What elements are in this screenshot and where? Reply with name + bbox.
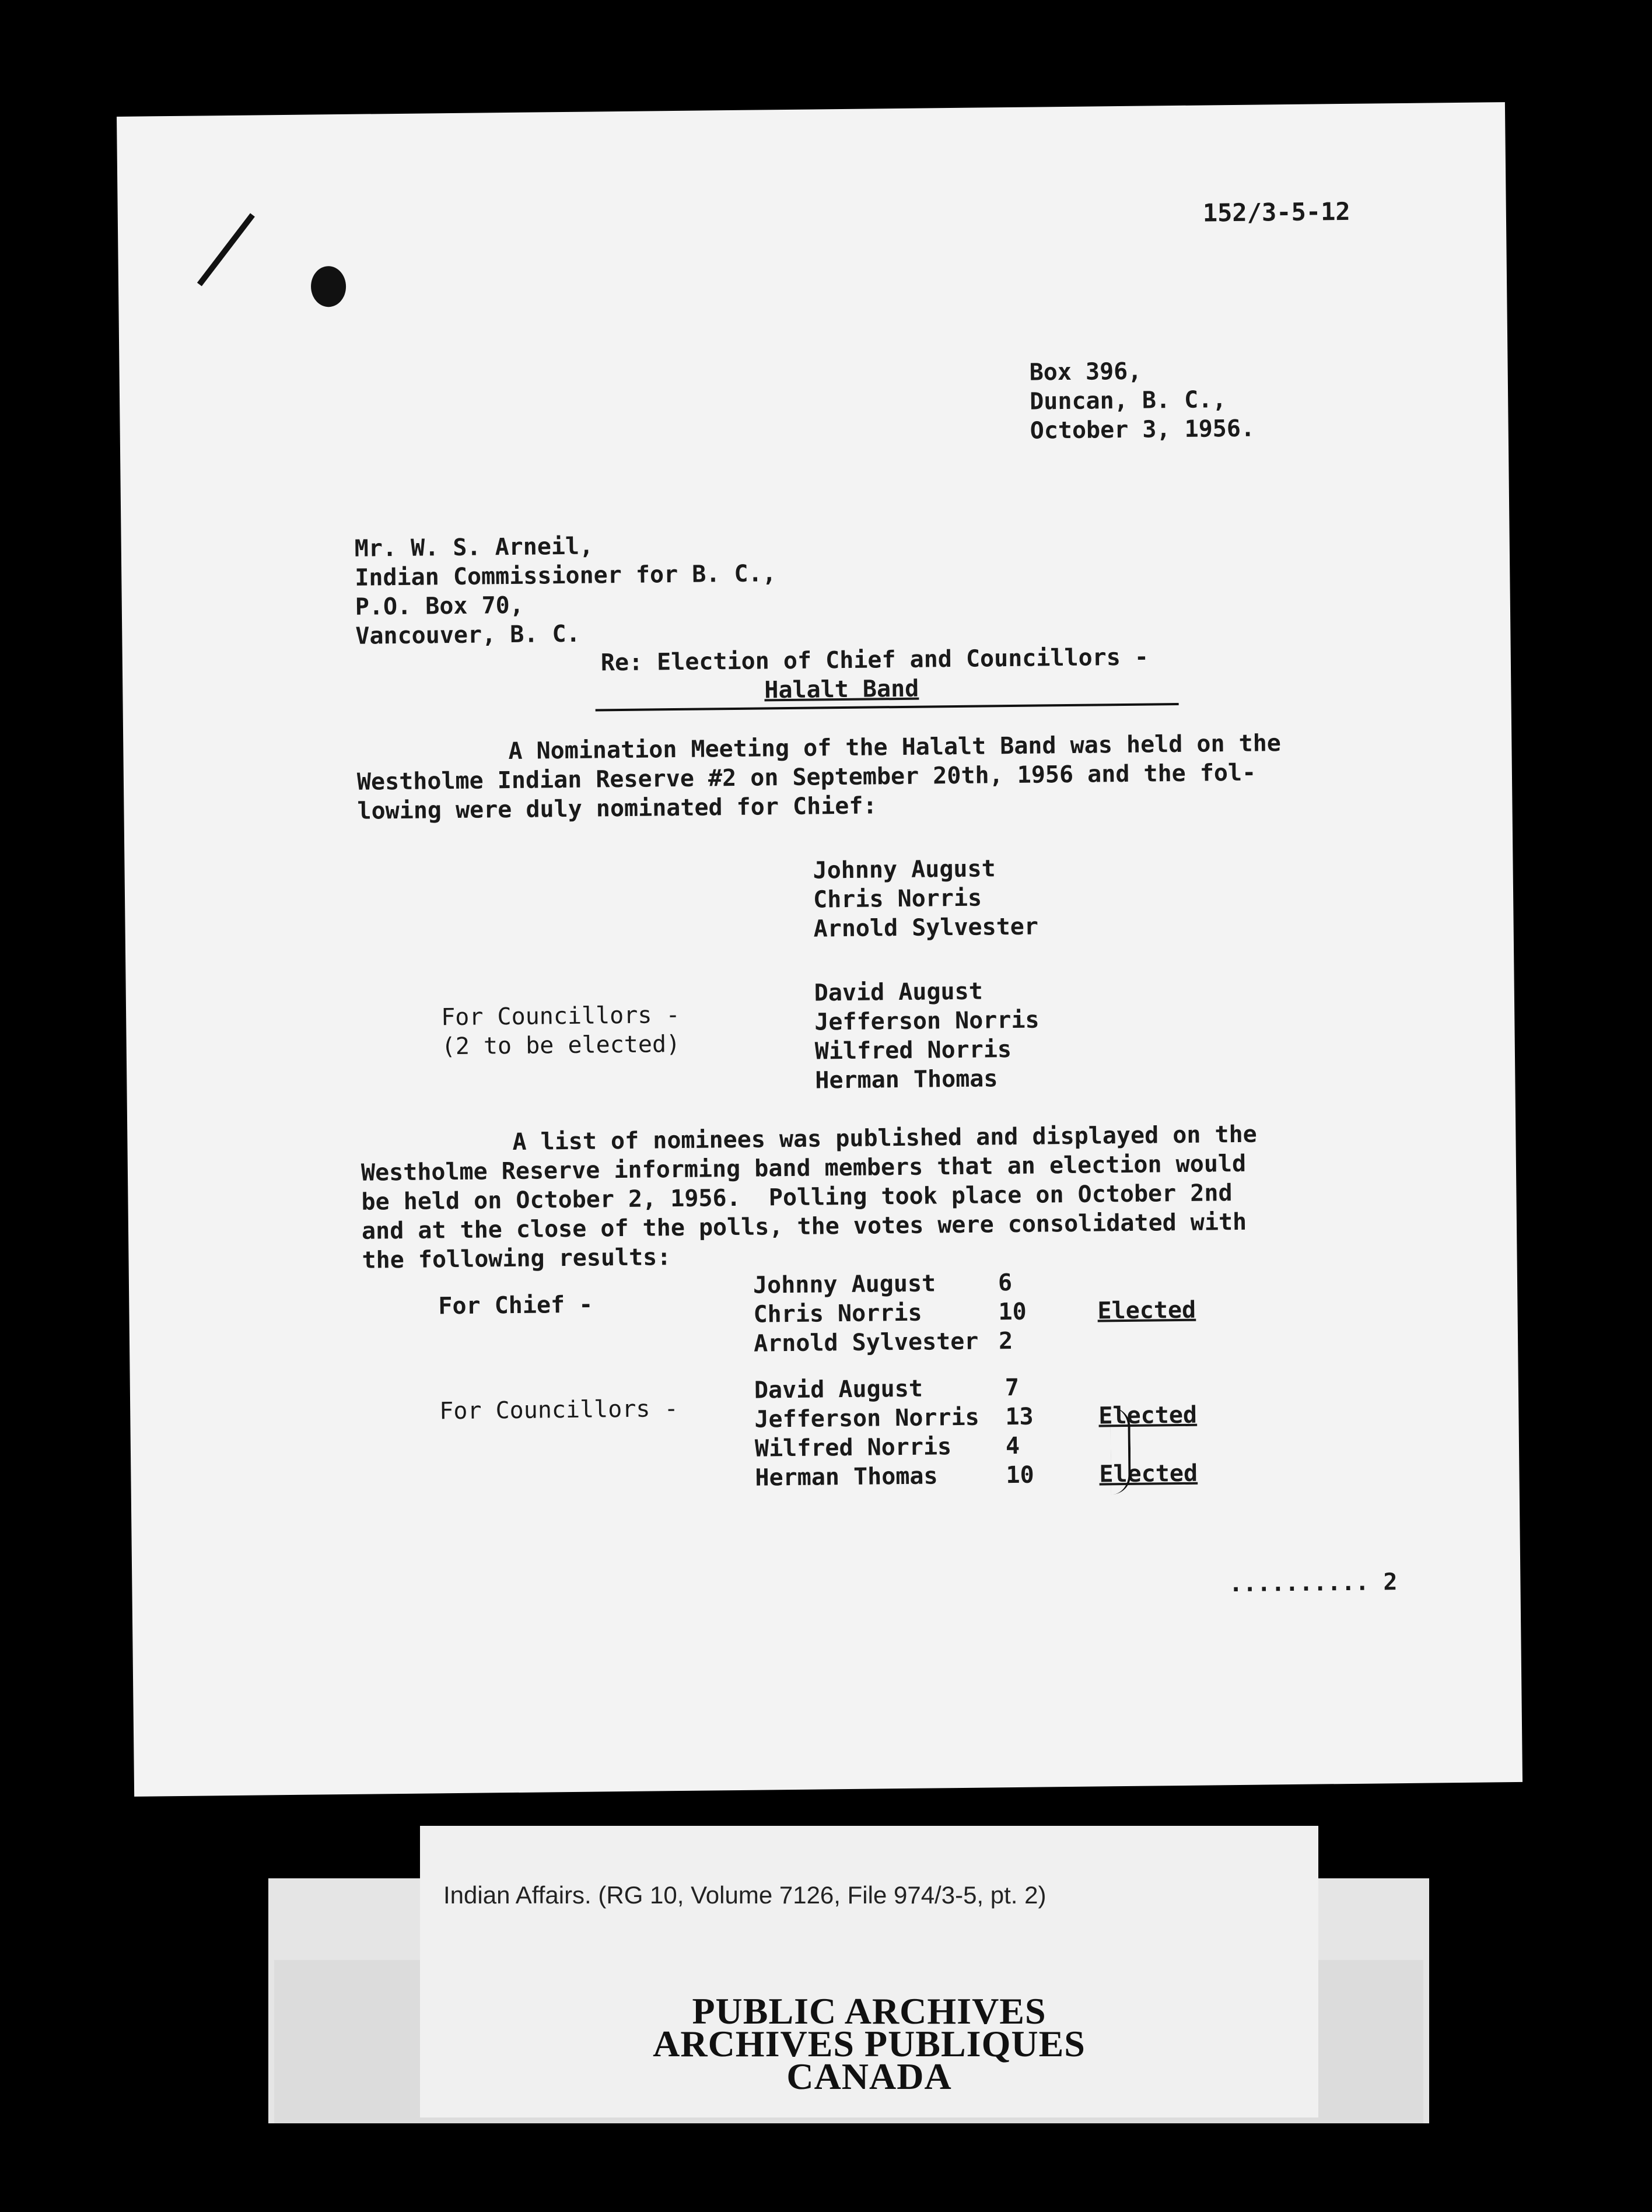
subject-underline — [596, 703, 1179, 711]
archive-citation: Indian Affairs. (RG 10, Volume 7126, File 974/3-5, pt. 2) — [443, 1881, 1046, 1909]
nominee: Chris Norris — [813, 884, 982, 914]
sender-line: October 3, 1956. — [1030, 415, 1255, 444]
stamp-line: CANADA — [786, 2056, 952, 2097]
results-paragraph — [360, 1120, 1258, 1275]
subject-band: Halalt Band — [764, 675, 919, 704]
chief-nominees-list — [813, 854, 1038, 944]
elected-mark: Elected — [1099, 1460, 1198, 1488]
sender-address — [1029, 356, 1255, 446]
nominee: David August — [814, 978, 984, 1007]
archive-stamp — [420, 1990, 1318, 2097]
candidate-name: David August — [754, 1375, 923, 1404]
councillors-label — [441, 1000, 680, 1061]
elected-mark: Elected — [1097, 1296, 1196, 1325]
ink-mark — [197, 213, 255, 286]
label-line: For Councillors - — [440, 1001, 680, 1031]
candidate-name: Arnold Sylvester — [753, 1328, 979, 1357]
councillor-nominees-list — [814, 977, 1040, 1096]
results-councillor-votes — [1005, 1373, 1034, 1490]
letter-page — [117, 102, 1522, 1797]
nomination-paragraph — [356, 729, 1282, 826]
candidate-name: Chris Norris — [753, 1299, 922, 1328]
nominee: Wilfred Norris — [814, 1036, 1012, 1065]
recipient-line: Indian Commissioner for B. C., — [355, 560, 776, 592]
candidate-name: Jefferson Norris — [754, 1404, 979, 1433]
para-line: A Nomination Meeting of the Halalt Band was held on the — [508, 730, 1282, 765]
results-chief-votes — [998, 1268, 1027, 1356]
label-line: (2 to be elected) — [441, 1030, 681, 1060]
nominee: Jefferson Norris — [814, 1006, 1040, 1036]
para-line: A list of nominees was published and displayed on the — [512, 1121, 1257, 1156]
para-line: be held on October 2, 1956. Polling took place on October 2nd — [361, 1180, 1233, 1216]
vote-count: 10 — [998, 1298, 1027, 1326]
vote-count: 6 — [998, 1269, 1013, 1297]
ink-blot — [311, 266, 346, 307]
continued-page-marker: .......... 2 — [1228, 1569, 1398, 1598]
stamp-line: PUBLIC ARCHIVES — [692, 1990, 1046, 2032]
results-councillor-names — [754, 1374, 980, 1493]
nominee: Herman Thomas — [815, 1065, 998, 1094]
results-councillors-label: For Councillors - — [439, 1395, 678, 1425]
subject-line: Re: Election of Chief and Councillors - — [600, 643, 1149, 677]
para-line: the following results: — [362, 1244, 671, 1274]
handwritten-bracket — [1110, 1407, 1131, 1494]
candidate-name: Herman Thomas — [755, 1462, 938, 1492]
vote-count: 2 — [998, 1328, 1013, 1355]
vote-count: 10 — [1006, 1461, 1034, 1489]
vote-count: 4 — [1005, 1432, 1020, 1460]
results-chief-names — [753, 1269, 979, 1359]
nominee: Arnold Sylvester — [813, 913, 1039, 943]
recipient-address — [355, 530, 778, 651]
recipient-line: Vancouver, B. C. — [355, 620, 580, 650]
archive-card — [420, 1826, 1318, 2118]
stamp-line: ARCHIVES PUBLIQUES — [653, 2023, 1086, 2064]
para-line: Westholme Indian Reserve #2 on September 20th, 1956 and the fol- — [356, 759, 1256, 796]
recipient-line: Mr. W. S. Arneil, — [354, 533, 594, 562]
para-line: lowing were duly nominated for Chief: — [357, 792, 877, 825]
elected-mark: Elected — [1098, 1401, 1198, 1430]
nominee: Johnny August — [813, 855, 996, 884]
sender-line: Duncan, B. C., — [1029, 386, 1227, 415]
vote-count: 7 — [1005, 1374, 1020, 1402]
candidate-name: Wilfred Norris — [754, 1433, 952, 1462]
results-chief-label: For Chief - — [438, 1291, 593, 1320]
recipient-line: P.O. Box 70, — [355, 592, 524, 621]
para-line: and at the close of the polls, the votes were consolidated with — [361, 1208, 1247, 1245]
vote-count: 13 — [1005, 1403, 1034, 1431]
file-reference: 152/3-5-12 — [1202, 197, 1350, 228]
candidate-name: Johnny August — [752, 1270, 936, 1299]
para-line: Westholme Reserve informing band members that an election would — [360, 1150, 1247, 1186]
sender-line: Box 396, — [1029, 358, 1142, 386]
